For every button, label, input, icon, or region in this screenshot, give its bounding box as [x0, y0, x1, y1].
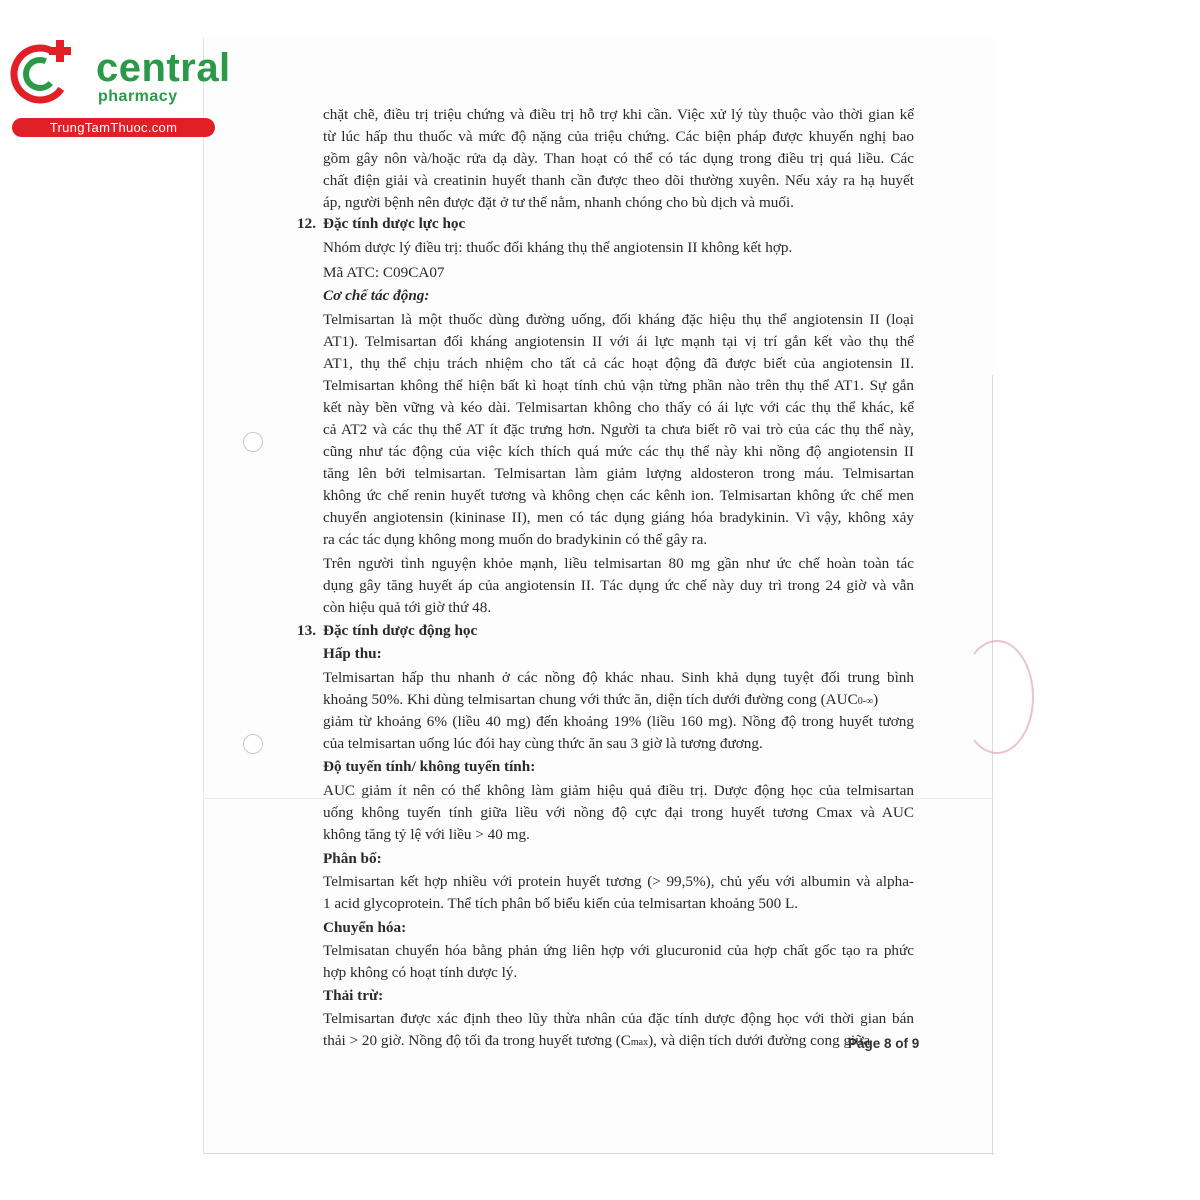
paragraph-line: Trên người tình nguyện khỏe mạnh, liều telmisartan 80 mg gần như ức chế hoàn toàn tác — [323, 555, 914, 572]
paragraph-line: cũng như tác động của việc kích thích quá mức các thụ thể này khi nồng độ angiotensin II — [323, 443, 914, 460]
subsection-heading: Cơ chế tác động: — [323, 287, 430, 304]
paragraph-line: gồm gây nôn và/hoặc rửa dạ dày. Than hoạt có thể có tác dụng trong điều trị quá liều. Các — [323, 150, 914, 167]
auc-subscript: 0-∞ — [857, 696, 874, 707]
auc-text: khoảng 50%. Khi dùng telmisartan chung với thức ăn, diện tích dưới đường cong (AUC — [323, 691, 858, 708]
paragraph-line: Telmisartan được xác định theo lũy thừa nhân của đặc tính dược động học với thời gian bán — [323, 1010, 914, 1027]
paragraph-line: AT1). Telmisartan đối kháng angiotensin II với ái lực mạnh tại vị trí gắn kết vào thụ thể — [323, 333, 914, 350]
paragraph-line: chặt chẽ, điều trị triệu chứng và điều trị hỗ trợ khi cần. Việc xử lý tùy thuộc vào thời gian kể — [323, 106, 914, 123]
subsection-heading: Độ tuyến tính/ không tuyến tính: — [323, 758, 536, 775]
section-heading: Đặc tính dược lực học — [323, 215, 466, 232]
paragraph-line: còn hiệu quả tới giờ thứ 48. — [323, 599, 492, 616]
section-number: 13. — [297, 622, 316, 639]
paragraph-line: của telmisartan uống lúc đói hay cùng thức ăn sau 3 giờ là tương đương. — [323, 735, 763, 752]
paragraph-line: Telmisartan kết hợp nhiều với protein huyết tương (> 99,5%), chủ yếu với albumin và alpha- — [323, 873, 914, 890]
paragraph-line: cả AT2 và các thụ thể AT ít đặc trưng hơn. Người ta chưa biết rõ vai trò của các thụ thể này, — [323, 421, 914, 438]
brand-logo[interactable] — [10, 38, 231, 138]
paragraph-line: hợp không có hoạt tính dược lý. — [323, 964, 518, 981]
paragraph-line: tăng lên bởi telmisartan. Telmisartan làm giảm lượng aldosteron trong máu. Telmisartan — [323, 465, 914, 482]
subsection-heading: Hấp thu: — [323, 645, 382, 662]
paragraph-line: áp, người bệnh nên được đặt ở tư thế nằm, nhanh chóng cho bù dịch và muối. — [323, 194, 794, 211]
cmax-subscript: max — [630, 1037, 649, 1048]
page-number: Page 8 of 9 — [848, 1036, 920, 1051]
paragraph-line: ra các tác dụng không mong muốn do bradykinin có thể gây ra. — [323, 531, 708, 548]
paragraph-line: chất điện giải và creatinin huyết thanh cần được theo dõi thường xuyên. Nếu xảy ra hạ huyết — [323, 172, 914, 189]
paragraph-line: không ức chế renin huyết tương và không chẹn các kênh ion. Telmisartan không ức chế men — [323, 487, 914, 504]
paragraph-line: Telmisartan không thể hiện bất kì hoạt tính chủ vận từng phần nào trên thụ thể AT1. Sự gắn — [323, 377, 914, 394]
punch-hole — [243, 734, 263, 754]
paragraph-line: không tăng tỷ lệ với liều > 40 mg. — [323, 826, 530, 843]
paragraph-line: Telmisartan hấp thu nhanh ở các nồng độ khác nhau. Sinh khả dụng tuyệt đối trung bình — [323, 669, 914, 686]
paragraph-line: AUC giảm ít nên có thể không làm giảm hiệu quả điều trị. Dược động học của telmisartan — [323, 782, 914, 799]
central-pharmacy-logo-icon — [10, 40, 74, 104]
paragraph-line: giảm từ khoảng 6% (liều 40 mg) đến khoảng 19% (liều 160 mg). Nồng độ trong huyết tương — [323, 713, 914, 730]
section-number: 12. — [297, 215, 316, 232]
paragraph-line: uống không tuyến tính giữa liều với nồng độ cực đại trong huyết tương Cmax và AUC — [323, 804, 914, 821]
paragraph-line: Telmisartan là một thuốc dùng đường uống, đối kháng đặc hiệu thụ thể angiotensin II (loại — [323, 311, 914, 328]
punch-hole — [243, 432, 263, 452]
subsection-heading: Phân bố: — [323, 850, 382, 867]
paragraph-line: dụng gây tăng huyết áp của angiotensin II. Tác dụng ức chế này duy trì trong 24 giờ và vẫn — [323, 577, 914, 594]
paragraph-line: chuyển angiotensin (kininase II), men có tác dụng giáng hóa bradykinin. Vì vậy, không xảy — [323, 509, 914, 526]
paragraph-line-auc — [323, 689, 914, 714]
paragraph-line: từ lúc hấp thu thuốc và mức độ nặng của triệu chứng. Các biện pháp được khuyến nghị bao — [323, 128, 914, 145]
stamp-mark — [960, 640, 1034, 754]
brand-name: central — [96, 46, 231, 90]
auc-close: ) — [873, 691, 879, 708]
paragraph-line: Telmisatan chuyển hóa bằng phản ứng liên hợp với glucuronid của hợp chất gốc tạo ra phức — [323, 942, 914, 959]
paragraph-line: kết này bền vững và kéo dài. Telmisartan không cho thấy có ái lực với các thụ thể khác, kể — [323, 399, 914, 416]
subsection-heading: Chuyển hóa: — [323, 919, 407, 936]
paragraph-line: Nhóm dược lý điều trị: thuốc đối kháng thụ thể angiotensin II không kết hợp. — [323, 239, 793, 256]
section-heading: Đặc tính dược động học — [323, 622, 478, 639]
subsection-heading: Thải trừ: — [323, 987, 384, 1004]
cmax-text: thải > 20 giờ. Nồng độ tối đa trong huyết tương (C — [323, 1032, 631, 1049]
paragraph-line: 1 acid glycoprotein. Thể tích phân bố biểu kiến của telmisartan khoảng 500 L. — [323, 895, 799, 912]
paragraph-line-cmax — [323, 1030, 914, 1055]
brand-subtitle: pharmacy — [98, 88, 178, 105]
atc-code: Mã ATC: C09CA07 — [323, 264, 445, 281]
page-edge — [992, 375, 993, 1155]
brand-site-badge: TrungTamThuoc.com — [12, 118, 215, 137]
paragraph-line: AT1, thụ thể chịu trách nhiệm cho tất cả các hoạt động đã được biết của angiotensin II. — [323, 355, 914, 372]
cmax-text-end: ), và diện tích dưới đường cong giữa — [648, 1032, 871, 1049]
